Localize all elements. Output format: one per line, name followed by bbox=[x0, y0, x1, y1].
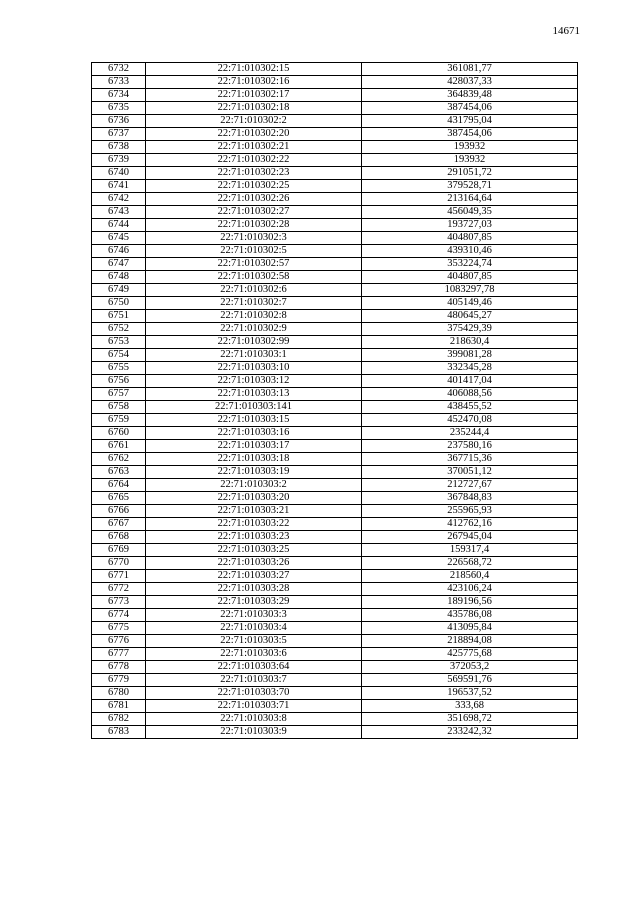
row-number-cell: 6732 bbox=[92, 63, 146, 76]
value-cell: 353224,74 bbox=[362, 258, 578, 271]
data-table bbox=[91, 62, 578, 739]
cadastral-number-cell: 22:71:010303:16 bbox=[146, 427, 362, 440]
row-number-cell: 6754 bbox=[92, 349, 146, 362]
cadastral-number-cell: 22:71:010302:6 bbox=[146, 284, 362, 297]
value-cell: 233242,32 bbox=[362, 726, 578, 739]
table-row bbox=[92, 401, 578, 414]
cadastral-number-cell: 22:71:010303:26 bbox=[146, 557, 362, 570]
cadastral-number-cell: 22:71:010303:23 bbox=[146, 531, 362, 544]
value-cell: 412762,16 bbox=[362, 518, 578, 531]
table-row bbox=[92, 232, 578, 245]
value-cell: 404807,85 bbox=[362, 271, 578, 284]
table-row bbox=[92, 115, 578, 128]
table-row bbox=[92, 713, 578, 726]
row-number-cell: 6753 bbox=[92, 336, 146, 349]
table-row bbox=[92, 193, 578, 206]
table-row bbox=[92, 180, 578, 193]
row-number-cell: 6780 bbox=[92, 687, 146, 700]
cadastral-number-cell: 22:71:010303:13 bbox=[146, 388, 362, 401]
table-row bbox=[92, 557, 578, 570]
value-cell: 212727,67 bbox=[362, 479, 578, 492]
table-row bbox=[92, 466, 578, 479]
cadastral-number-cell: 22:71:010302:8 bbox=[146, 310, 362, 323]
table-row bbox=[92, 609, 578, 622]
table-row bbox=[92, 141, 578, 154]
cadastral-number-cell: 22:71:010302:16 bbox=[146, 76, 362, 89]
row-number-cell: 6776 bbox=[92, 635, 146, 648]
table-row bbox=[92, 570, 578, 583]
row-number-cell: 6748 bbox=[92, 271, 146, 284]
value-cell: 193727,03 bbox=[362, 219, 578, 232]
table-row bbox=[92, 323, 578, 336]
row-number-cell: 6761 bbox=[92, 440, 146, 453]
row-number-cell: 6768 bbox=[92, 531, 146, 544]
value-cell: 425775,68 bbox=[362, 648, 578, 661]
table-row bbox=[92, 544, 578, 557]
row-number-cell: 6742 bbox=[92, 193, 146, 206]
value-cell: 428037,33 bbox=[362, 76, 578, 89]
value-cell: 435786,08 bbox=[362, 609, 578, 622]
table-row bbox=[92, 297, 578, 310]
cadastral-number-cell: 22:71:010303:22 bbox=[146, 518, 362, 531]
row-number-cell: 6758 bbox=[92, 401, 146, 414]
row-number-cell: 6779 bbox=[92, 674, 146, 687]
row-number-cell: 6739 bbox=[92, 154, 146, 167]
row-number-cell: 6760 bbox=[92, 427, 146, 440]
value-cell: 351698,72 bbox=[362, 713, 578, 726]
cadastral-number-cell: 22:71:010302:17 bbox=[146, 89, 362, 102]
row-number-cell: 6777 bbox=[92, 648, 146, 661]
cadastral-number-cell: 22:71:010302:3 bbox=[146, 232, 362, 245]
value-cell: 193932 bbox=[362, 141, 578, 154]
table-row bbox=[92, 440, 578, 453]
value-cell: 452470,08 bbox=[362, 414, 578, 427]
table-row bbox=[92, 102, 578, 115]
row-number-cell: 6770 bbox=[92, 557, 146, 570]
cadastral-number-cell: 22:71:010302:99 bbox=[146, 336, 362, 349]
table-row bbox=[92, 453, 578, 466]
cadastral-number-cell: 22:71:010303:19 bbox=[146, 466, 362, 479]
table-row bbox=[92, 336, 578, 349]
cadastral-number-cell: 22:71:010302:5 bbox=[146, 245, 362, 258]
cadastral-number-cell: 22:71:010302:22 bbox=[146, 154, 362, 167]
row-number-cell: 6767 bbox=[92, 518, 146, 531]
value-cell: 439310,46 bbox=[362, 245, 578, 258]
row-number-cell: 6766 bbox=[92, 505, 146, 518]
cadastral-number-cell: 22:71:010302:25 bbox=[146, 180, 362, 193]
table-row bbox=[92, 700, 578, 713]
value-cell: 405149,46 bbox=[362, 297, 578, 310]
row-number-cell: 6755 bbox=[92, 362, 146, 375]
value-cell: 480645,27 bbox=[362, 310, 578, 323]
table-row bbox=[92, 687, 578, 700]
value-cell: 379528,71 bbox=[362, 180, 578, 193]
cadastral-number-cell: 22:71:010302:28 bbox=[146, 219, 362, 232]
cadastral-number-cell: 22:71:010303:3 bbox=[146, 609, 362, 622]
table-row bbox=[92, 505, 578, 518]
value-cell: 375429,39 bbox=[362, 323, 578, 336]
row-number-cell: 6744 bbox=[92, 219, 146, 232]
table-row bbox=[92, 518, 578, 531]
value-cell: 218630,4 bbox=[362, 336, 578, 349]
value-cell: 413095,84 bbox=[362, 622, 578, 635]
table-row bbox=[92, 596, 578, 609]
table-row bbox=[92, 349, 578, 362]
row-number-cell: 6783 bbox=[92, 726, 146, 739]
value-cell: 1083297,78 bbox=[362, 284, 578, 297]
row-number-cell: 6747 bbox=[92, 258, 146, 271]
table-row bbox=[92, 362, 578, 375]
cadastral-number-cell: 22:71:010303:29 bbox=[146, 596, 362, 609]
value-cell: 237580,16 bbox=[362, 440, 578, 453]
cadastral-number-cell: 22:71:010302:23 bbox=[146, 167, 362, 180]
row-number-cell: 6745 bbox=[92, 232, 146, 245]
value-cell: 218894,08 bbox=[362, 635, 578, 648]
row-number-cell: 6775 bbox=[92, 622, 146, 635]
row-number-cell: 6778 bbox=[92, 661, 146, 674]
cadastral-number-cell: 22:71:010303:2 bbox=[146, 479, 362, 492]
value-cell: 404807,85 bbox=[362, 232, 578, 245]
cadastral-number-cell: 22:71:010303:28 bbox=[146, 583, 362, 596]
table-row bbox=[92, 622, 578, 635]
value-cell: 399081,28 bbox=[362, 349, 578, 362]
value-cell: 438455,52 bbox=[362, 401, 578, 414]
page-number: 14671 bbox=[552, 25, 580, 37]
value-cell: 255965,93 bbox=[362, 505, 578, 518]
cadastral-number-cell: 22:71:010303:20 bbox=[146, 492, 362, 505]
table-row bbox=[92, 414, 578, 427]
cadastral-number-cell: 22:71:010303:6 bbox=[146, 648, 362, 661]
cadastral-number-cell: 22:71:010303:4 bbox=[146, 622, 362, 635]
table-row bbox=[92, 258, 578, 271]
value-cell: 364839,48 bbox=[362, 89, 578, 102]
row-number-cell: 6764 bbox=[92, 479, 146, 492]
row-number-cell: 6759 bbox=[92, 414, 146, 427]
row-number-cell: 6756 bbox=[92, 375, 146, 388]
value-cell: 401417,04 bbox=[362, 375, 578, 388]
cadastral-number-cell: 22:71:010302:15 bbox=[146, 63, 362, 76]
row-number-cell: 6737 bbox=[92, 128, 146, 141]
row-number-cell: 6774 bbox=[92, 609, 146, 622]
row-number-cell: 6741 bbox=[92, 180, 146, 193]
cadastral-number-cell: 22:71:010303:8 bbox=[146, 713, 362, 726]
table-row bbox=[92, 479, 578, 492]
table-row bbox=[92, 661, 578, 674]
cadastral-number-cell: 22:71:010303:17 bbox=[146, 440, 362, 453]
row-number-cell: 6769 bbox=[92, 544, 146, 557]
value-cell: 423106,24 bbox=[362, 583, 578, 596]
table-row bbox=[92, 648, 578, 661]
cadastral-number-cell: 22:71:010303:70 bbox=[146, 687, 362, 700]
value-cell: 406088,56 bbox=[362, 388, 578, 401]
value-cell: 387454,06 bbox=[362, 102, 578, 115]
cadastral-number-cell: 22:71:010303:25 bbox=[146, 544, 362, 557]
row-number-cell: 6762 bbox=[92, 453, 146, 466]
table-row bbox=[92, 76, 578, 89]
table-row bbox=[92, 128, 578, 141]
table-row bbox=[92, 726, 578, 739]
cadastral-number-cell: 22:71:010303:9 bbox=[146, 726, 362, 739]
value-cell: 332345,28 bbox=[362, 362, 578, 375]
value-cell: 189196,56 bbox=[362, 596, 578, 609]
value-cell: 226568,72 bbox=[362, 557, 578, 570]
value-cell: 267945,04 bbox=[362, 531, 578, 544]
row-number-cell: 6749 bbox=[92, 284, 146, 297]
cadastral-number-cell: 22:71:010303:12 bbox=[146, 375, 362, 388]
table-row bbox=[92, 219, 578, 232]
value-cell: 367848,83 bbox=[362, 492, 578, 505]
table-row bbox=[92, 89, 578, 102]
cadastral-number-cell: 22:71:010302:7 bbox=[146, 297, 362, 310]
value-cell: 370051,12 bbox=[362, 466, 578, 479]
value-cell: 235244,4 bbox=[362, 427, 578, 440]
cadastral-number-cell: 22:71:010302:18 bbox=[146, 102, 362, 115]
cadastral-number-cell: 22:71:010302:58 bbox=[146, 271, 362, 284]
cadastral-number-cell: 22:71:010303:18 bbox=[146, 453, 362, 466]
table-row bbox=[92, 154, 578, 167]
cadastral-number-cell: 22:71:010302:20 bbox=[146, 128, 362, 141]
table-row bbox=[92, 284, 578, 297]
table-row bbox=[92, 271, 578, 284]
cadastral-number-cell: 22:71:010303:27 bbox=[146, 570, 362, 583]
table-row bbox=[92, 427, 578, 440]
row-number-cell: 6765 bbox=[92, 492, 146, 505]
cadastral-number-cell: 22:71:010303:71 bbox=[146, 700, 362, 713]
cadastral-number-cell: 22:71:010303:10 bbox=[146, 362, 362, 375]
table-row bbox=[92, 63, 578, 76]
value-cell: 196537,52 bbox=[362, 687, 578, 700]
cadastral-number-cell: 22:71:010302:9 bbox=[146, 323, 362, 336]
row-number-cell: 6734 bbox=[92, 89, 146, 102]
row-number-cell: 6763 bbox=[92, 466, 146, 479]
table-row bbox=[92, 492, 578, 505]
value-cell: 213164,64 bbox=[362, 193, 578, 206]
row-number-cell: 6752 bbox=[92, 323, 146, 336]
cadastral-number-cell: 22:71:010302:27 bbox=[146, 206, 362, 219]
row-number-cell: 6772 bbox=[92, 583, 146, 596]
cadastral-number-cell: 22:71:010303:141 bbox=[146, 401, 362, 414]
cadastral-number-cell: 22:71:010302:2 bbox=[146, 115, 362, 128]
row-number-cell: 6782 bbox=[92, 713, 146, 726]
value-cell: 291051,72 bbox=[362, 167, 578, 180]
table-row bbox=[92, 375, 578, 388]
row-number-cell: 6738 bbox=[92, 141, 146, 154]
cadastral-number-cell: 22:71:010303:15 bbox=[146, 414, 362, 427]
row-number-cell: 6773 bbox=[92, 596, 146, 609]
row-number-cell: 6736 bbox=[92, 115, 146, 128]
cadastral-number-cell: 22:71:010303:21 bbox=[146, 505, 362, 518]
table-row bbox=[92, 583, 578, 596]
cadastral-number-cell: 22:71:010303:7 bbox=[146, 674, 362, 687]
value-cell: 387454,06 bbox=[362, 128, 578, 141]
value-cell: 159317,4 bbox=[362, 544, 578, 557]
row-number-cell: 6735 bbox=[92, 102, 146, 115]
table-row bbox=[92, 167, 578, 180]
table-row bbox=[92, 388, 578, 401]
table-row bbox=[92, 674, 578, 687]
table-body bbox=[92, 63, 578, 739]
value-cell: 431795,04 bbox=[362, 115, 578, 128]
table-row bbox=[92, 245, 578, 258]
cadastral-number-cell: 22:71:010302:26 bbox=[146, 193, 362, 206]
table-row bbox=[92, 206, 578, 219]
row-number-cell: 6751 bbox=[92, 310, 146, 323]
value-cell: 193932 bbox=[362, 154, 578, 167]
value-cell: 333,68 bbox=[362, 700, 578, 713]
cadastral-number-cell: 22:71:010303:64 bbox=[146, 661, 362, 674]
row-number-cell: 6740 bbox=[92, 167, 146, 180]
table-row bbox=[92, 310, 578, 323]
row-number-cell: 6743 bbox=[92, 206, 146, 219]
value-cell: 361081,77 bbox=[362, 63, 578, 76]
row-number-cell: 6771 bbox=[92, 570, 146, 583]
table-row bbox=[92, 635, 578, 648]
row-number-cell: 6750 bbox=[92, 297, 146, 310]
row-number-cell: 6781 bbox=[92, 700, 146, 713]
row-number-cell: 6733 bbox=[92, 76, 146, 89]
value-cell: 456049,35 bbox=[362, 206, 578, 219]
row-number-cell: 6757 bbox=[92, 388, 146, 401]
row-number-cell: 6746 bbox=[92, 245, 146, 258]
cadastral-number-cell: 22:71:010303:1 bbox=[146, 349, 362, 362]
table-row bbox=[92, 531, 578, 544]
value-cell: 367715,36 bbox=[362, 453, 578, 466]
value-cell: 372053,2 bbox=[362, 661, 578, 674]
value-cell: 218560,4 bbox=[362, 570, 578, 583]
value-cell: 569591,76 bbox=[362, 674, 578, 687]
cadastral-number-cell: 22:71:010302:21 bbox=[146, 141, 362, 154]
cadastral-number-cell: 22:71:010303:5 bbox=[146, 635, 362, 648]
cadastral-number-cell: 22:71:010302:57 bbox=[146, 258, 362, 271]
